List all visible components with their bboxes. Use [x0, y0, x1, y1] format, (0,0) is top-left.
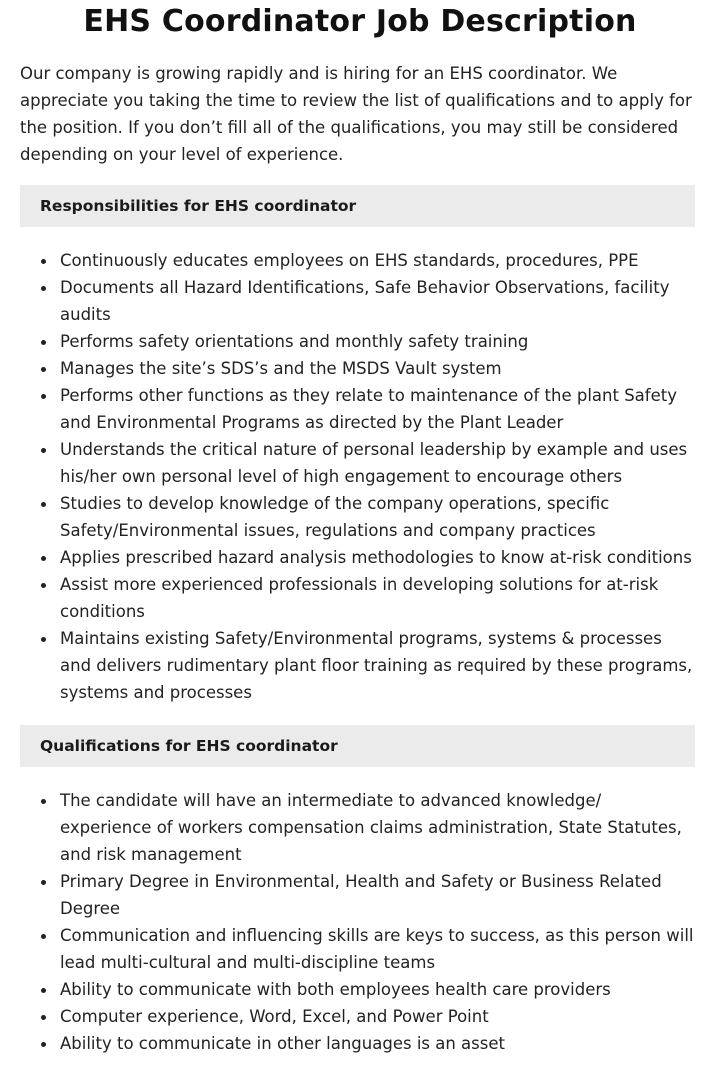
responsibilities-list [20, 247, 695, 706]
qualifications-heading: Qualifications for EHS coordinator [20, 725, 695, 767]
intro-paragraph: Our company is growing rapidly and is hiring for an EHS coordinator. We appreciate you taking the time to review the list of qualifications and to apply for the position. If you don’t fill all of the qualifications, you may still be considered depending on your level of experience. [20, 64, 692, 164]
bullet-icon [41, 286, 46, 291]
bullet-icon [41, 394, 46, 399]
list-item [60, 1030, 695, 1057]
bullet-icon [41, 1042, 46, 1047]
list-item-text: Primary Degree in Environmental, Health and Safety or Business Related Degree [60, 872, 662, 918]
list-item [60, 328, 695, 355]
page-title: EHS Coordinator Job Description [83, 4, 637, 39]
list-item-text: Continuously educates employees on EHS standards, procedures, PPE [60, 251, 639, 270]
list-item [60, 436, 695, 490]
list-item [60, 490, 695, 544]
list-item-text: The candidate will have an intermediate to advanced knowledge/ experience of workers compensation claims administration, State Statutes, and risk management [60, 791, 682, 864]
bullet-icon [41, 556, 46, 561]
bullet-icon [41, 448, 46, 453]
list-item [60, 544, 695, 571]
list-item [60, 571, 695, 625]
list-item [60, 625, 695, 706]
list-item [60, 382, 695, 436]
list-item [60, 922, 695, 976]
bullet-icon [41, 880, 46, 885]
list-item [60, 1003, 695, 1030]
list-item-text: Performs other functions as they relate to maintenance of the plant Safety and Environmental Programs as directed by the Plant Leader [60, 386, 677, 432]
list-item-text: Understands the critical nature of personal leadership by example and uses his/her own personal level of high engagement to encourage others [60, 440, 688, 486]
qualifications-list [20, 787, 695, 1057]
bullet-icon [41, 988, 46, 993]
bullet-icon [41, 367, 46, 372]
list-item [60, 787, 695, 868]
list-item-text: Maintains existing Safety/Environmental programs, systems & processes and delivers rudimentary plant floor training as required by these programs, systems and processes [60, 629, 693, 702]
list-item-text: Documents all Hazard Identifications, Safe Behavior Observations, facility audits [60, 278, 670, 324]
list-item-text: Studies to develop knowledge of the company operations, specific Safety/Environmental issues, regulations and company practices [60, 494, 610, 540]
bullet-icon [41, 259, 46, 264]
list-item-text: Ability to communicate with both employees health care providers [60, 980, 611, 999]
list-item-text: Assist more experienced professionals in developing solutions for at-risk conditions [60, 575, 659, 621]
list-item-text: Computer experience, Word, Excel, and Power Point [60, 1007, 489, 1026]
list-item-text: Manages the site’s SDS’s and the MSDS Vault system [60, 359, 502, 378]
bullet-icon [41, 340, 46, 345]
list-item [60, 355, 695, 382]
list-item [60, 868, 695, 922]
bullet-icon [41, 637, 46, 642]
bullet-icon [41, 799, 46, 804]
list-item [60, 976, 695, 1003]
list-item [60, 274, 695, 328]
bullet-icon [41, 583, 46, 588]
list-item-text: Performs safety orientations and monthly safety training [60, 332, 529, 351]
list-item-text: Ability to communicate in other languages is an asset [60, 1034, 505, 1053]
list-item [60, 247, 695, 274]
bullet-icon [41, 934, 46, 939]
list-item-text: Applies prescribed hazard analysis methodologies to know at-risk conditions [60, 548, 692, 567]
bullet-icon [41, 1015, 46, 1020]
bullet-icon [41, 502, 46, 507]
list-item-text: Communication and influencing skills are keys to success, as this person will lead multi-cultural and multi-discipline teams [60, 926, 694, 972]
responsibilities-heading: Responsibilities for EHS coordinator [20, 185, 695, 227]
